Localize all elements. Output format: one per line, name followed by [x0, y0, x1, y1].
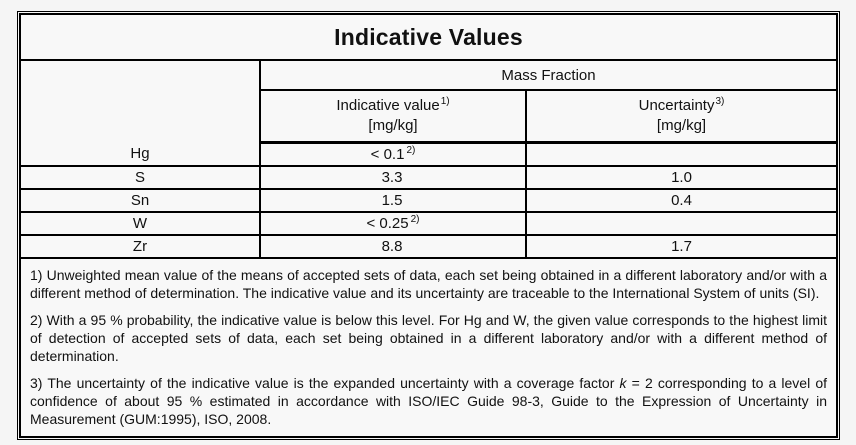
uncertainty-label: Uncertainty [638, 97, 715, 114]
footnote-3-text-before: 3) The uncertainty of the indicative value is the expanded uncertainty with a coverage factor [30, 375, 620, 391]
uncertainty-cell: 0.4 [526, 189, 837, 212]
mass-fraction-group-header: Mass Fraction [260, 60, 837, 90]
table-row-s [20, 166, 837, 189]
footnote-ref-2-icon: 2) [410, 214, 420, 225]
footnote-2: 2) With a 95 % probability, the indicative value is below this level. For Hg and W, the given value corresponds to the highest limit of detection of accepted sets of data, each set being obtained in a different laboratory and/or with a different method of determination. [30, 312, 827, 364]
uncertainty-cell: 1.7 [526, 235, 837, 258]
indicative-value-text: 3.3 [381, 169, 403, 186]
element-symbol: Sn [20, 189, 260, 212]
element-symbol: Hg [20, 143, 260, 167]
element-column-corner-cell [20, 60, 260, 143]
uncertainty-column-header [526, 90, 837, 143]
indicative-value-cell [260, 212, 526, 235]
indicative-value-cell [260, 166, 526, 189]
element-symbol: W [20, 212, 260, 235]
footnotes-row [20, 258, 837, 437]
footnote-ref-3-icon: 3) [715, 96, 725, 107]
indicative-value-text: < 0.1 [370, 146, 405, 163]
indicative-values-table [19, 13, 838, 438]
table-row-hg [20, 143, 837, 167]
indicative-values-frame [17, 11, 840, 440]
table-row-zr [20, 235, 837, 258]
indicative-value-text: 8.8 [381, 238, 403, 255]
indicative-value-cell [260, 189, 526, 212]
indicative-value-text: < 0.25 [366, 215, 409, 232]
footnote-ref-1-icon: 1) [440, 96, 450, 107]
indicative-value-cell [260, 235, 526, 258]
coverage-factor-k: k [619, 375, 627, 391]
table-title: Indicative Values [20, 14, 837, 60]
uncertainty-cell [526, 212, 837, 235]
table-row-w [20, 212, 837, 235]
element-symbol: S [20, 166, 260, 189]
footnote-1: 1) Unweighted mean value of the means of accepted sets of data, each set being obtained in a different laboratory and/or with a different method of determination. The indicative value and its uncertainty are traceable to the International System of units (SI). [30, 267, 827, 301]
indicative-value-unit: [mg/kg] [368, 117, 418, 134]
footnote-3 [30, 374, 827, 428]
indicative-value-text: 1.5 [381, 192, 403, 209]
uncertainty-unit: [mg/kg] [656, 117, 707, 134]
footnotes-section [20, 258, 837, 437]
uncertainty-cell [526, 143, 837, 167]
footnote-ref-2-icon: 2) [406, 145, 416, 156]
element-symbol: Zr [20, 235, 260, 258]
uncertainty-cell: 1.0 [526, 166, 837, 189]
footnote-3-text-after: = 2 corresponding to a level of confidence of about 95 % estimated in accordance with ISO/IEC Guide 98-3, Guide to the Expression of Uncertainty in Measurement (GUM:1995), ISO, 2008. [30, 375, 828, 427]
indicative-value-cell [260, 143, 526, 167]
indicative-value-column-header [260, 90, 526, 143]
group-header-row [20, 60, 837, 90]
indicative-value-label: Indicative value [336, 97, 440, 114]
title-row [20, 14, 837, 60]
table-row-sn [20, 189, 837, 212]
